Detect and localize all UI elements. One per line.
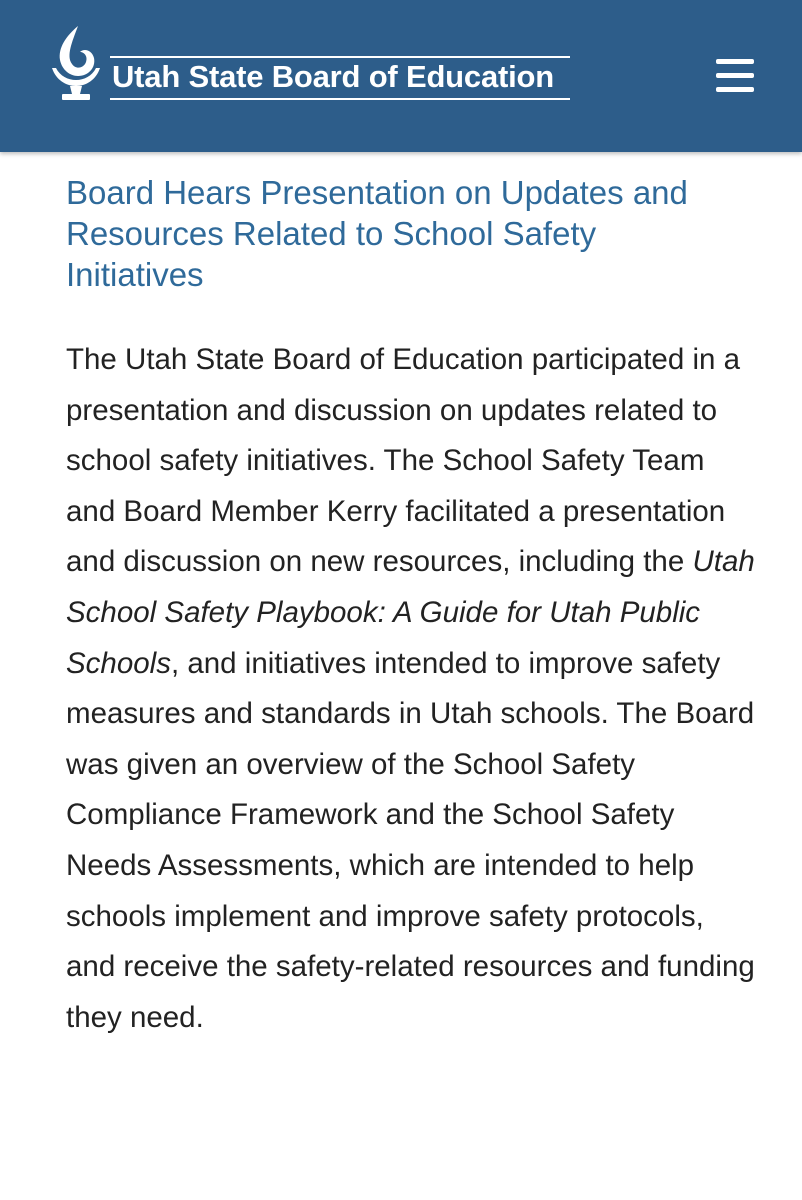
article-body-text-1: The Utah State Board of Education participated in a presentation and discussion on updates related to school safety initiatives. The School Safety Team and Board Member Kerry facilitated a presentation and discussion on new resources, including the [66, 343, 741, 579]
menu-bar [716, 59, 754, 64]
playbook-title: Utah School Safety Playbook: A Guide for Utah Public Schools [66, 545, 755, 680]
flame-torch-icon [44, 22, 108, 104]
logo-rule-bottom [110, 98, 570, 100]
logo-rule-top [110, 56, 570, 58]
article [66, 172, 766, 1043]
article-body [66, 335, 756, 1043]
menu-bar [716, 73, 754, 78]
article-body-text-2: , and initiatives intended to improve safety measures and standards in Utah schools. The Board was given an overview of the School Safety Compliance Framework and the School Safety Needs Assessments, which are intended to help schools implement and improve safety protocols, and receive the safety-related resources and funding they need. [66, 646, 755, 1034]
site-logo[interactable] [44, 22, 574, 104]
article-title[interactable]: Board Hears Presentation on Updates and Resources Related to School Safety Initiatives [66, 174, 688, 293]
site-name[interactable]: Utah State Board of Education [112, 59, 555, 94]
site-header [0, 0, 802, 152]
menu-bar [716, 87, 754, 92]
hamburger-menu-icon[interactable] [712, 56, 758, 96]
